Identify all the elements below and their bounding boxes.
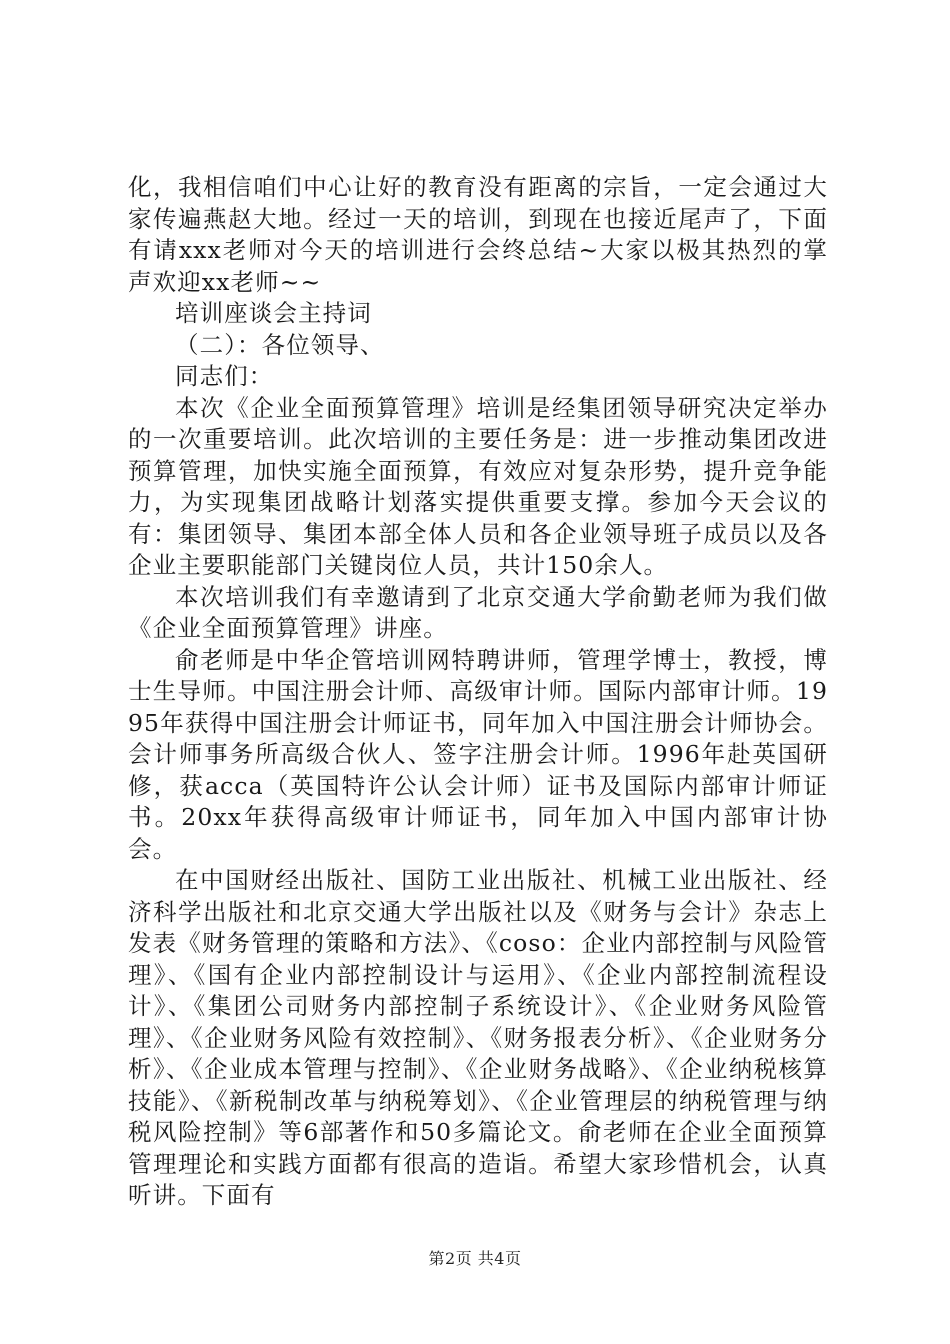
paragraph-7: 俞老师是中华企管培训网特聘讲师，管理学博士，教授，博士生导师。中国注册会计师、高级审计师。国际内部审计师。1995年获得中国注册会计师证书，同年加入中国注册会计师协会。会计师事务所高级合伙人、签字注册会计师。1996年赴英国研修，获acca（英国特许公认会计师）证书及国际内部审计师证书。20xx年获得高级审计师证书，同年加入中国内部审计协会。: [128, 645, 828, 863]
paragraph-6: 本次培训我们有幸邀请到了北京交通大学俞勤老师为我们做《企业全面预算管理》讲座。: [128, 582, 828, 642]
paragraph-5: 本次《企业全面预算管理》培训是经集团领导研究决定举办的一次重要培训。此次培训的主要任务是：进一步推动集团改进预算管理，加快实施全面预算，有效应对复杂形势，提升竞争能力，为实现集团战略计划落实提供重要支撑。参加今天会议的有：集团领导、集团本部全体人员和各企业领导班子成员以及各企业主要职能部门关键岗位人员，共计150余人。: [128, 393, 828, 579]
page-footer: [0, 1246, 950, 1269]
paragraph-1: 化，我相信咱们中心让好的教育没有距离的宗旨，一定会通过大家传遍燕赵大地。经过一天的培训，到现在也接近尾声了，下面有请xxx老师对今天的培训进行会终总结~大家以极其热烈的掌声欢迎xx老师~~: [128, 173, 828, 296]
paragraph-2: 培训座谈会主持词: [175, 299, 372, 327]
page-number-label: 第2页 共4页: [428, 1249, 522, 1268]
paragraph-3: （二）：各位领导、: [175, 330, 385, 359]
document-body: [128, 172, 828, 1212]
paragraph-8: 在中国财经出版社、国防工业出版社、机械工业出版社、经济科学出版社和北京交通大学出版社以及《财务与会计》杂志上发表《财务管理的策略和方法》、《coso：企业内部控制与风险管理》、《国有企业内部控制设计与运用》、《企业内部控制流程设计》、《集团公司财务内部控制子系统设计》、《企业财务风险管理》、《企业财务风险有效控制》、《财务报表分析》、《企业财务分析》、《企业成本管理与控制》、《企业财务战略》、《企业纳税核算技能》、《新税制改革与纳税筹划》、《企业管理层的纳税管理与纳税风险控制》等6部著作和50多篇论文。俞老师在企业全面预算管理理论和实践方面都有很高的造诣。希望大家珍惜机会，认真听讲。下面有: [128, 866, 828, 1209]
paragraph-4: 同志们：: [175, 362, 274, 390]
